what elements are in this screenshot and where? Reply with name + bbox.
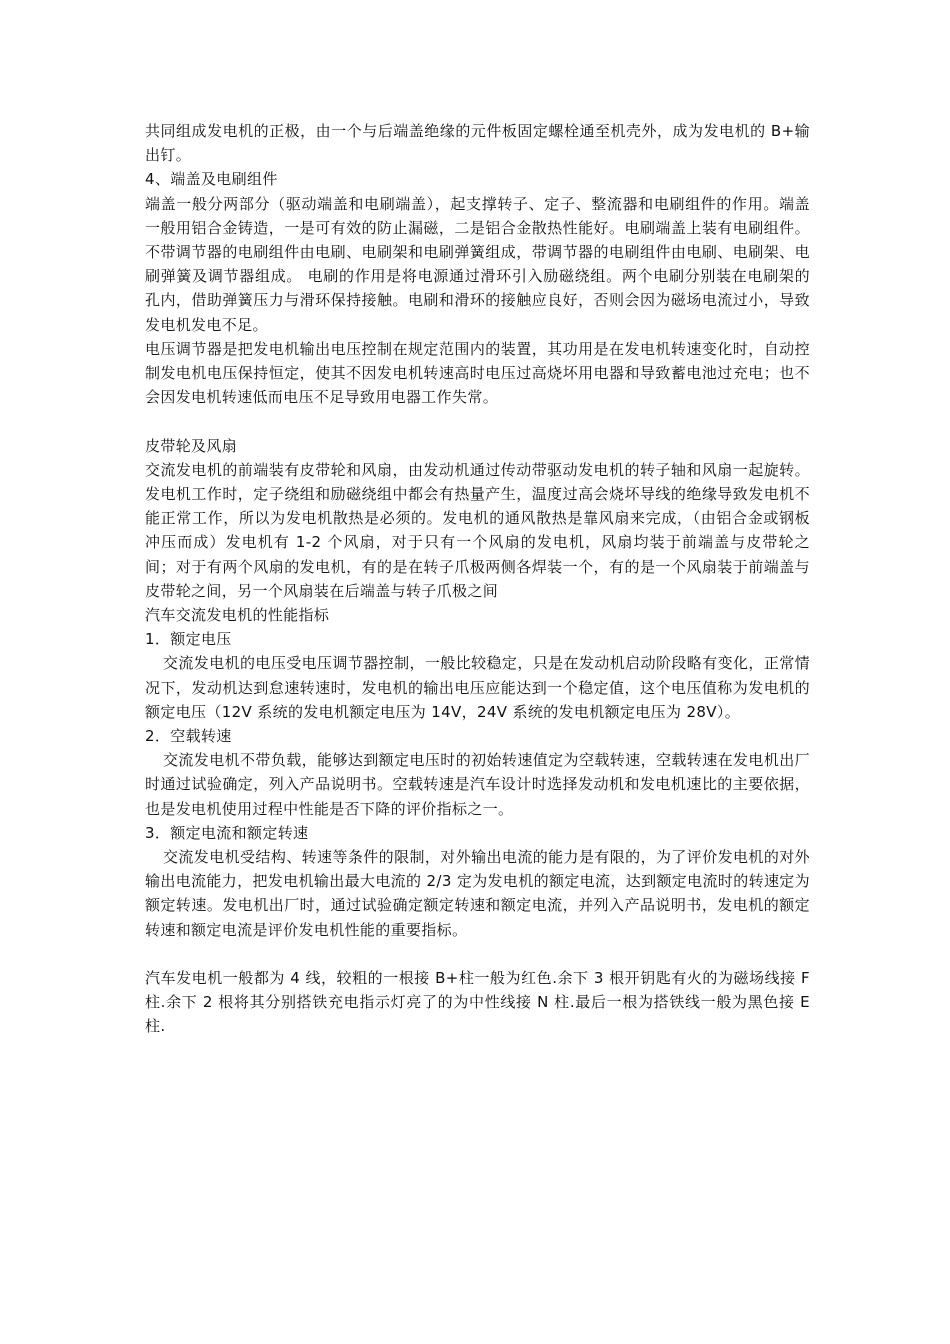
paragraph-no-load-speed: 交流发电机不带负载，能够达到额定电压时的初始转速值定为空载转速，空载转速在发电机出厂时通过试验确定，列入产品说明书。空载转速是汽车设计时选择发动机和发电机速比的主要依据，也是发电机使用过程中性能是否下降的评价指标之一。 [145,751,810,818]
heading-no-load-speed: 2．空载转速 [145,727,232,746]
heading-performance: 汽车交流发电机的性能指标 [145,606,330,625]
paragraph-positive-terminal: 共同组成发电机的正极，由一个与后端盖绝缘的元件板固定螺栓通至机壳外，成为发电机的 B+输出钉。 [145,122,810,165]
paragraph-rated-current: 交流发电机受结构、转速等条件的限制，对外输出电流的能力是有限的，为了评价发电机的对外输出电流能力，把发电机输出最大电流的 2/3 定为发电机的额定电流，达到额定电流时的转速定为额定转速。发电机出厂时，通过试验确定额定转速和额定电流，并列入产品说明书，发电机的额定转速和额定电流是评价发电机性能的重要指标。 [145,848,810,939]
spacer [145,942,810,966]
heading-rated-voltage: 1．额定电压 [145,630,232,649]
paragraph-end-cover: 端盖一般分两部分（驱动端盖和电刷端盖），起支撑转子、定子、整流器和电刷组件的作用。端盖一般用铝合金铸造，一是可有效的防止漏磁，二是铝合金散热性能好。电刷端盖上装有电刷组件。不带调节器的电刷组件由电刷、电刷架和电刷弹簧组成，带调节器的电刷组件由电刷、电刷架、电刷弹簧及调节器组成。 电刷的作用是将电源通过滑环引入励磁绕组。两个电刷分别装在电刷架的孔内，借助弹簧压力与滑环保持接触。电刷和滑环的接触应良好，否则会因为磁场电流过小，导致发电机发电不足。 [145,194,810,334]
heading-pulley-fan: 皮带轮及风扇 [145,436,238,455]
document-body [145,119,810,1039]
paragraph-voltage-regulator: 电压调节器是把发电机输出电压控制在规定范围内的装置，其功用是在发电机转速变化时，自动控制发电机电压保持恒定，使其不因发电机转速高时电压过高烧坏用电器和导致蓄电池过充电；也不会因发电机转速低而电压不足导致用电器工作失常。 [145,339,810,407]
spacer [145,409,810,433]
heading-rated-current: 3．额定电流和额定转速 [145,823,309,842]
heading-end-cover-brush: 4、端盖及电刷组件 [145,170,278,189]
paragraph-wiring: 汽车发电机一般都为 4 线，较粗的一根接 B+柱一般为红色.余下 3 根开钥匙有火的为磁场线接 F 柱.余下 2 根将其分别搭铁充电指示灯亮了的为中性线接 N 柱.最后一根为搭铁线一般为黑色接 E 柱. [145,969,810,1036]
paragraph-pulley-fan: 交流发电机的前端装有皮带轮和风扇，由发动机通过传动带驱动发电机的转子轴和风扇一起旋转。发电机工作时，定子绕组和励磁绕组中都会有热量产生，温度过高会烧坏导线的绝缘导致发电机不能正常工作，所以为发电机散热是必须的。发电机的通风散热是靠风扇来完成，（由铝合金或钢板冲压而成）发电机有 1-2 个风扇，对于只有一个风扇的发电机，风扇均装于前端盖与皮带轮之间；对于有两个风扇的发电机，有的是在转子爪极两侧各焊装一个，有的是一个风扇装于前端盖与皮带轮之间，另一个风扇装在后端盖与转子爪极之间 [145,460,810,600]
paragraph-rated-voltage: 交流发电机的电压受电压调节器控制，一般比较稳定，只是在发动机启动阶段略有变化，正常情况下，发动机达到怠速转速时，发电机的输出电压应能达到一个稳定值，这个电压值称为发电机的额定电压（12V 系统的发电机额定电压为 14V，24V 系统的发电机额定电压为 28V）。 [145,654,810,721]
